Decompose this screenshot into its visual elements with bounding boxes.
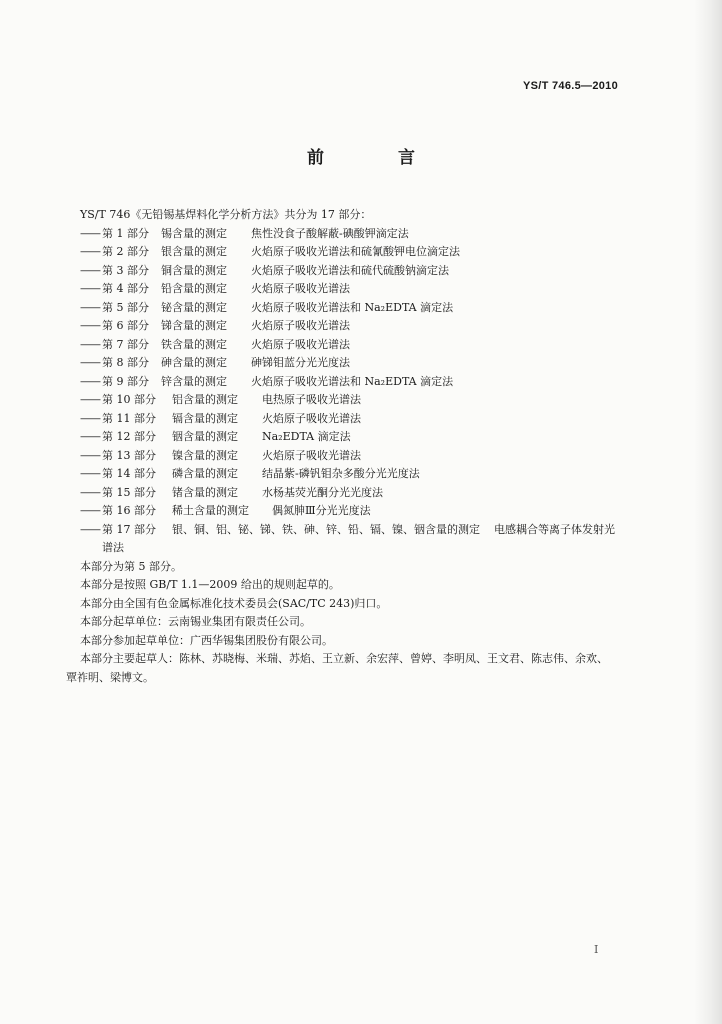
drafting-rules-paragraph: 本部分是按照 GB/T 1.1—2009 给出的规则起草的。 — [80, 578, 340, 591]
part-row — [80, 299, 640, 318]
part-subject: 锗含量的测定 — [172, 485, 238, 499]
part-subject: 铋含量的测定 — [161, 300, 227, 314]
part-subject: 砷含量的测定 — [161, 356, 227, 369]
part-dash: —— — [80, 282, 100, 295]
part-row — [80, 280, 640, 299]
part-method: 火焰原子吸收光谱法 — [251, 282, 350, 295]
part-number: 第 15 部分 — [102, 485, 156, 499]
drafting-unit-paragraph: 本部分起草单位：云南锡业集团有限责任公司。 — [80, 615, 311, 628]
page-title: 前 言 — [307, 148, 449, 168]
this-part-paragraph: 本部分为第 5 部分。 — [80, 559, 182, 573]
part-method: 火焰原子吸收光谱法和硫代硫酸钠滴定法 — [251, 263, 449, 277]
part-number: 第 2 部分 — [102, 245, 149, 258]
part-method: 火焰原子吸收光谱法和 Na₂EDTA 滴定法 — [251, 300, 454, 314]
part-dash: —— — [80, 300, 100, 314]
part-dash: —— — [80, 467, 100, 480]
part-subject: 铅含量的测定 — [161, 282, 227, 295]
part-dash: —— — [80, 485, 100, 499]
part-row — [80, 465, 640, 484]
part-number: 第 12 部分 — [102, 430, 156, 443]
part-subject: 银含量的测定 — [161, 245, 227, 258]
part-dash: —— — [80, 374, 100, 388]
part-17-method-continued: 谱法 — [102, 541, 124, 554]
part-number: 第 9 部分 — [102, 374, 149, 388]
part-method: 火焰原子吸收光谱法 — [262, 448, 361, 462]
part-number: 第 7 部分 — [102, 337, 149, 351]
part-subject: 镍含量的测定 — [172, 448, 238, 462]
part-number: 第 5 部分 — [102, 300, 149, 314]
part-number: 第 11 部分 — [102, 411, 156, 425]
part-subject: 铟含量的测定 — [172, 430, 238, 443]
part-number: 第 4 部分 — [102, 282, 149, 295]
part-dash: —— — [80, 448, 100, 462]
part-row — [80, 317, 640, 336]
part-subject: 铁含量的测定 — [161, 337, 227, 351]
part-subject: 锡含量的测定 — [161, 226, 227, 240]
part-row — [80, 225, 640, 244]
part-number: 第 1 部分 — [102, 226, 149, 240]
part-subject: 铜含量的测定 — [161, 263, 227, 277]
part-row — [80, 502, 640, 521]
foreword-body — [66, 206, 640, 687]
drafters-line-1: 本部分主要起草人：陈林、苏晓梅、米瑞、苏焰、王立新、余宏萍、曾婷、李明凤、王文君、陈志伟、余欢、 — [80, 652, 608, 665]
part-method: 结晶紫-磷钒钼杂多酸分光光度法 — [262, 467, 420, 480]
part-dash: —— — [80, 504, 100, 517]
part-number: 第 10 部分 — [102, 393, 156, 406]
part-dash: —— — [80, 430, 100, 443]
part-method: 水杨基荧光酮分光光度法 — [262, 485, 383, 499]
part-method: 火焰原子吸收光谱法和硫氰酸钾电位滴定法 — [251, 245, 460, 258]
part-row — [80, 391, 640, 410]
part-dash: —— — [80, 245, 100, 258]
part-dash: —— — [80, 337, 100, 351]
part-dash: —— — [80, 393, 100, 406]
part-subject: 磷含量的测定 — [172, 467, 238, 480]
part-subject: 稀土含量的测定 — [172, 504, 249, 517]
part-method: 电感耦合等离子体发射光 — [494, 522, 615, 536]
part-method: 焦性没食子酸解蔽-碘酸钾滴定法 — [251, 226, 409, 240]
participating-unit-paragraph: 本部分参加起草单位：广西华锡集团股份有限公司。 — [80, 633, 333, 647]
part-method: 火焰原子吸收光谱法 — [251, 337, 350, 351]
part-dash: —— — [80, 411, 100, 425]
part-row — [80, 336, 640, 355]
part-dash: —— — [80, 356, 100, 369]
part-method: 火焰原子吸收光谱法和 Na₂EDTA 滴定法 — [251, 374, 454, 388]
part-row — [80, 410, 640, 429]
part-row — [80, 354, 640, 373]
part-method: 火焰原子吸收光谱法 — [251, 319, 350, 332]
drafters-line-2: 覃祚明、梁博文。 — [66, 670, 154, 684]
intro-line: YS/T 746《无铅锡基焊料化学分析方法》共分为 17 部分： — [80, 208, 372, 221]
part-method: 砷锑钼蓝分光光度法 — [251, 356, 350, 369]
part-row — [80, 484, 640, 503]
part-dash: —— — [80, 319, 100, 332]
part-dash: —— — [80, 522, 100, 536]
part-row — [80, 243, 640, 262]
part-row — [80, 262, 640, 281]
page-number: I — [594, 943, 599, 956]
part-number: 第 13 部分 — [102, 448, 156, 462]
part-method: 电热原子吸收光谱法 — [262, 393, 361, 406]
part-number: 第 8 部分 — [102, 356, 149, 369]
part-number: 第 3 部分 — [102, 263, 149, 277]
part-row — [80, 447, 640, 466]
part-row — [80, 428, 640, 447]
part-subject: 铝含量的测定 — [172, 393, 238, 406]
part-subject: 银、铜、铝、铋、锑、铁、砷、锌、铅、镉、镍、铟含量的测定 — [172, 522, 480, 536]
part-method: 偶氮胂Ⅲ分光光度法 — [272, 504, 371, 517]
part-row — [80, 373, 640, 392]
part-method: 火焰原子吸收光谱法 — [262, 411, 361, 425]
parts-list — [80, 225, 640, 521]
part-17-row — [80, 521, 640, 540]
part-subject: 锑含量的测定 — [161, 319, 227, 332]
part-number: 第 16 部分 — [102, 504, 156, 517]
part-dash: —— — [80, 226, 100, 240]
part-method: Na₂EDTA 滴定法 — [262, 430, 351, 443]
standard-code: YS/T 746.5—2010 — [522, 80, 618, 92]
part-subject: 锌含量的测定 — [161, 374, 227, 388]
part-dash: —— — [80, 263, 100, 277]
proposed-by-paragraph: 本部分由全国有色金属标准化技术委员会(SAC/TC 243)归口。 — [80, 596, 388, 610]
part-number: 第 6 部分 — [102, 319, 149, 332]
part-subject: 镉含量的测定 — [172, 411, 238, 425]
part-number: 第 14 部分 — [102, 467, 156, 480]
part-number: 第 17 部分 — [102, 522, 156, 536]
